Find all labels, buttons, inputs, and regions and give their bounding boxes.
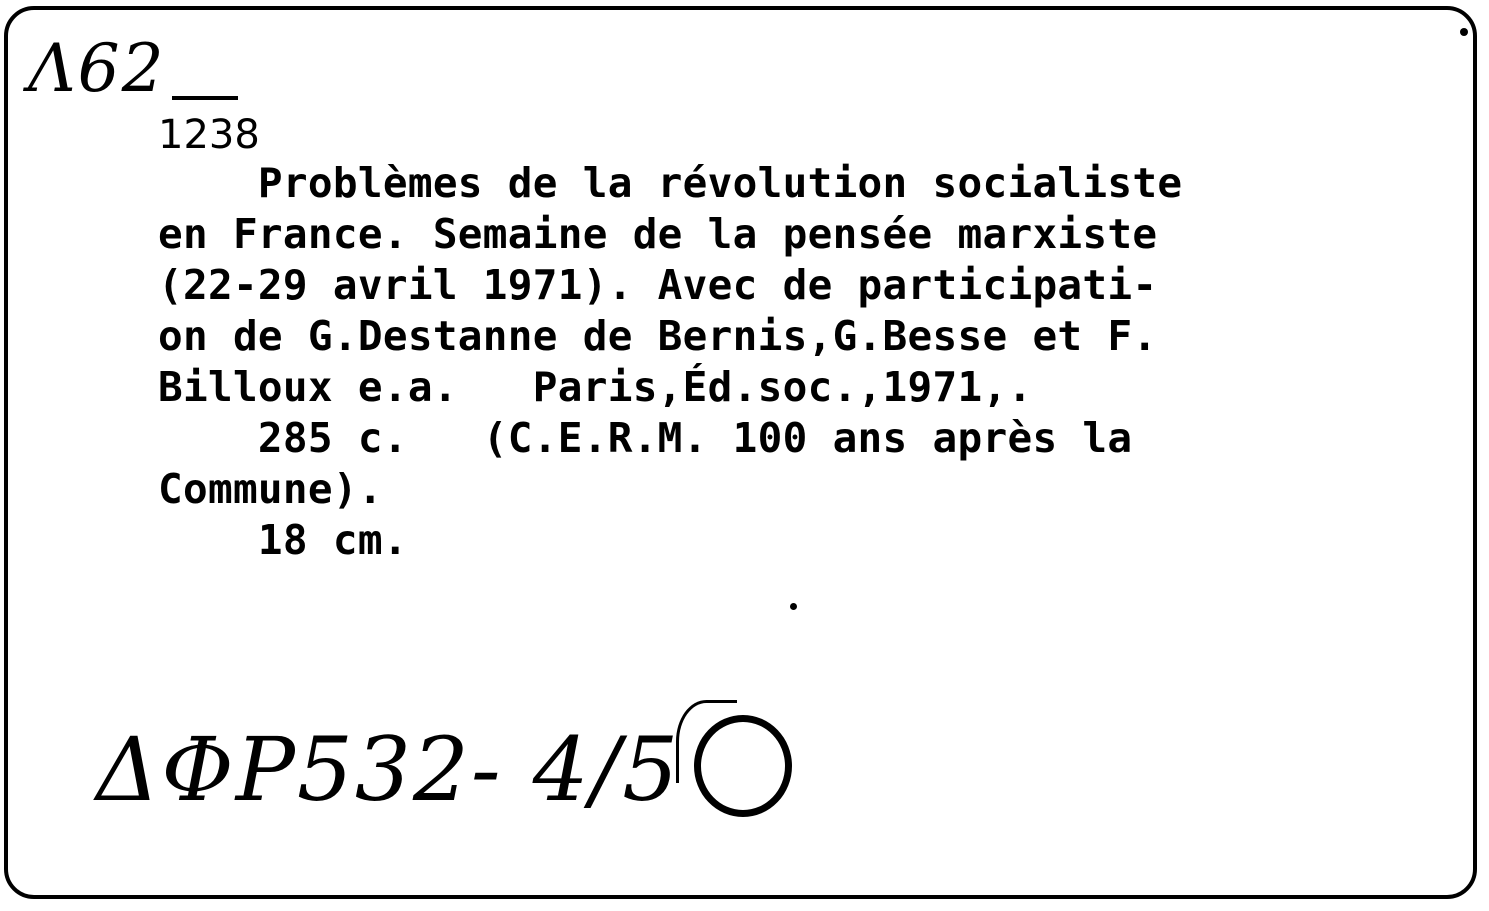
entry-line: 285 c. (C.E.R.M. 100 ans après la bbox=[158, 414, 1133, 462]
entry-line: en France. Semaine de la pensée marxiste bbox=[158, 210, 1158, 258]
call-number: ΔΦP532- 4/5 bbox=[96, 718, 681, 821]
accession-number: 1238 bbox=[158, 112, 260, 158]
entry-line: Commune). bbox=[158, 465, 383, 513]
entry-line: (22-29 avril 1971). Avec de participati- bbox=[158, 261, 1158, 309]
entry-line: 18 cm. bbox=[158, 516, 408, 564]
ink-speck bbox=[1460, 28, 1468, 36]
ink-speck bbox=[790, 603, 797, 610]
bibliographic-entry bbox=[158, 158, 1182, 566]
entry-line: Billoux e.a. Paris,Éd.soc.,1971,. bbox=[158, 363, 1033, 411]
entry-line: Problèmes de la révolution socialiste bbox=[158, 159, 1183, 207]
circle-mark bbox=[694, 715, 792, 817]
shelf-mark-dash bbox=[172, 96, 238, 100]
shelf-mark: Λ62 bbox=[28, 30, 166, 107]
entry-line: on de G.Destanne de Bernis,G.Besse et F. bbox=[158, 312, 1158, 360]
